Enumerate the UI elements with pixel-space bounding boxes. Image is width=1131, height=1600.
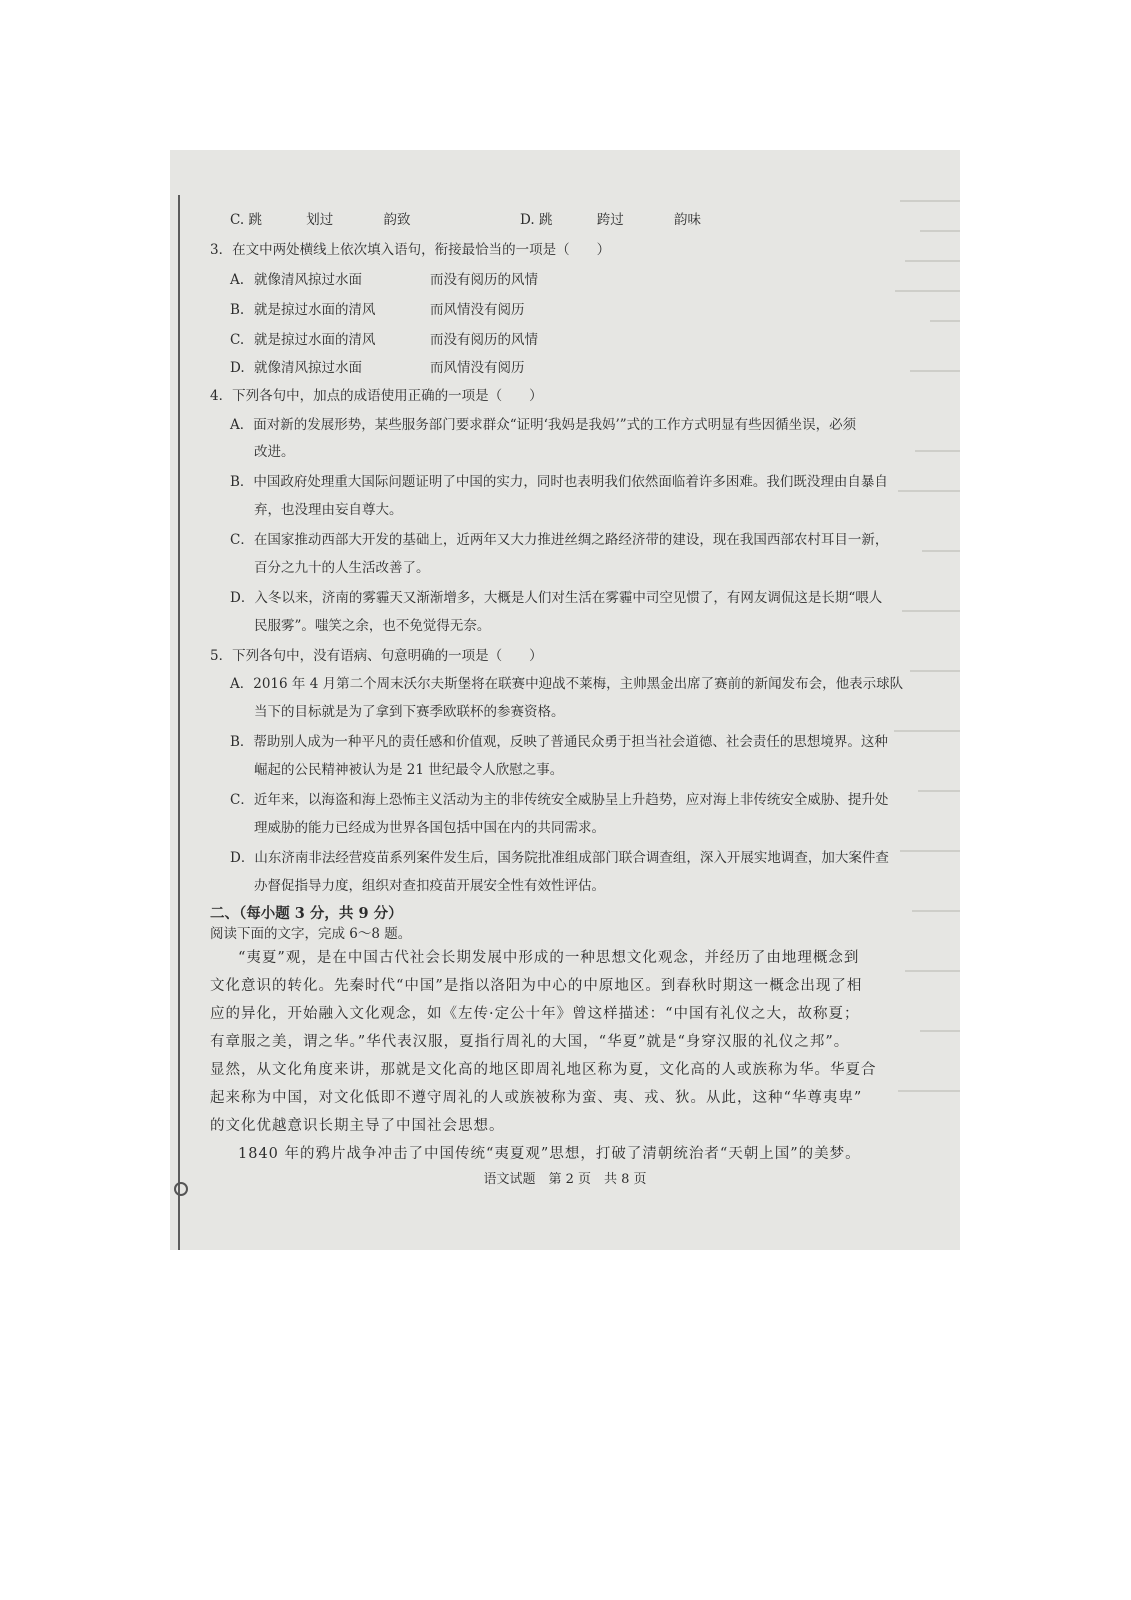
section2-title: 二、（每小题 3 分，共 9 分） [210,905,403,922]
passage-line-4: 有章服之美，谓之华。”华代表汉服，夏指行周礼的大国，“华夏”就是“身穿汉服的礼仪之邦”。 [210,1034,850,1050]
binding-hole-icon [174,1182,188,1196]
q4-stem: 4．下列各句中，加点的成语使用正确的一项是（ ） [210,388,543,404]
q4-option-a-line2: 改进。 [254,444,295,460]
passage-line-5: 显然，从文化角度来讲，那就是文化高的地区即周礼地区称为夏，文化高的人或族称为华。华夏合 [210,1062,877,1078]
q5-option-b-line1: B．帮助别人成为一种平凡的责任感和价值观，反映了普通民众勇于担当社会道德、社会责任的思想境界。这种 [230,734,888,750]
q3-option-c: C. 就是掠过水面的清风 而没有阅历的风情 [230,332,538,348]
q4-option-b-line1: B．中国政府处理重大国际问题证明了中国的实力，同时也表明我们依然面临着许多困难。我们既没理由自暴自 [230,474,888,490]
q3-option-b: B. 就是掠过水面的清风 而风情没有阅历 [230,302,525,318]
passage-line-2: 文化意识的转化。先秦时代“中国”是指以洛阳为中心的中原地区。到春秋时期这一概念出现了相 [210,978,863,994]
passage-line-3: 应的异化，开始融入文化观念，如《左传·定公十年》曾这样描述：“中国有礼仪之大，故称夏； [210,1006,860,1022]
q3-stem: 3．在文中两处横线上依次填入语句，衔接最恰当的一项是（ ） [210,242,611,258]
q5-option-d-line2: 办督促指导力度，组织对查扣疫苗开展安全性有效性评估。 [254,878,605,894]
q5-option-a-line2: 当下的目标就是为了拿到下赛季欧联杯的参赛资格。 [254,704,565,720]
q4-option-c-line2: 百分之九十的人生活改善了。 [254,560,430,576]
q3-option-d: D. 就像清风掠过水面 而风情没有阅历 [230,360,525,376]
q5-option-a-line1: A．2016 年 4 月第二个周末沃尔夫斯堡将在联赛中迎战不莱梅，主帅黑金出席了赛前的新闻发布会，他表示球队 [230,676,904,692]
q4-option-d-line2: 民服雾”。嗤笑之余，也不免觉得无奈。 [254,618,491,634]
q5-option-c-line1: C．近年来，以海盗和海上恐怖主义活动为主的非传统安全威胁呈上升趋势，应对海上非传统安全威胁、提升处 [230,792,889,808]
section2-instruction: 阅读下面的文字，完成 6～8 题。 [210,926,412,942]
passage-line-6: 起来称为中国，对文化低即不遵守周礼的人或族被称为蛮、夷、戎、狄。从此，这种“华尊夷卑” [210,1090,863,1106]
q5-option-b-line2: 崛起的公民精神被认为是 21 世纪最令人欣慰之事。 [254,762,564,778]
binding-margin-line [178,195,180,1250]
q5-option-d-line1: D．山东济南非法经营疫苗系列案件发生后，国务院批准组成部门联合调查组，深入开展实地调查，加大案件查 [230,850,889,866]
exam-page-photo [170,150,960,1250]
passage-line-7: 的文化优越意识长期主导了中国社会思想。 [210,1118,505,1134]
q4-option-d-line1: D．入冬以来，济南的雾霾天又渐渐增多，大概是人们对生活在雾霾中司空见惯了，有网友调侃这是长期“喂人 [230,590,883,606]
q4-option-b-line2: 弃，也没理由妄自尊大。 [254,502,403,518]
q5-option-c-line2: 理威胁的能力已经成为世界各国包括中国在内的共同需求。 [254,820,605,836]
q5-stem: 5．下列各句中，没有语病、句意明确的一项是（ ） [210,648,543,664]
q2-option-c: C. 跳 划过 韵致 [230,212,411,228]
page-footer: 语文试题 第 2 页 共 8 页 [483,1172,647,1187]
passage-line-8: 1840 年的鸦片战争冲击了中国传统“夷夏观”思想，打破了清朝统治者“天朝上国”的美梦。 [238,1146,861,1162]
q2-option-d: D. 跳 跨过 韵味 [520,212,702,228]
passage-line-1: “夷夏”观，是在中国古代社会长期发展中形成的一种思想文化观念，并经历了由地理概念到 [238,950,860,966]
q4-option-c-line1: C．在国家推动西部大开发的基础上，近两年又大力推进丝绸之路经济带的建设，现在我国西部农村耳目一新， [230,532,889,548]
q4-option-a-line1: A．面对新的发展形势，某些服务部门要求群众“证明‘我妈是我妈’”式的工作方式明显有些因循坐误，必须 [230,417,857,433]
q3-option-a: A. 就像清风掠过水面 而没有阅历的风情 [230,272,538,288]
